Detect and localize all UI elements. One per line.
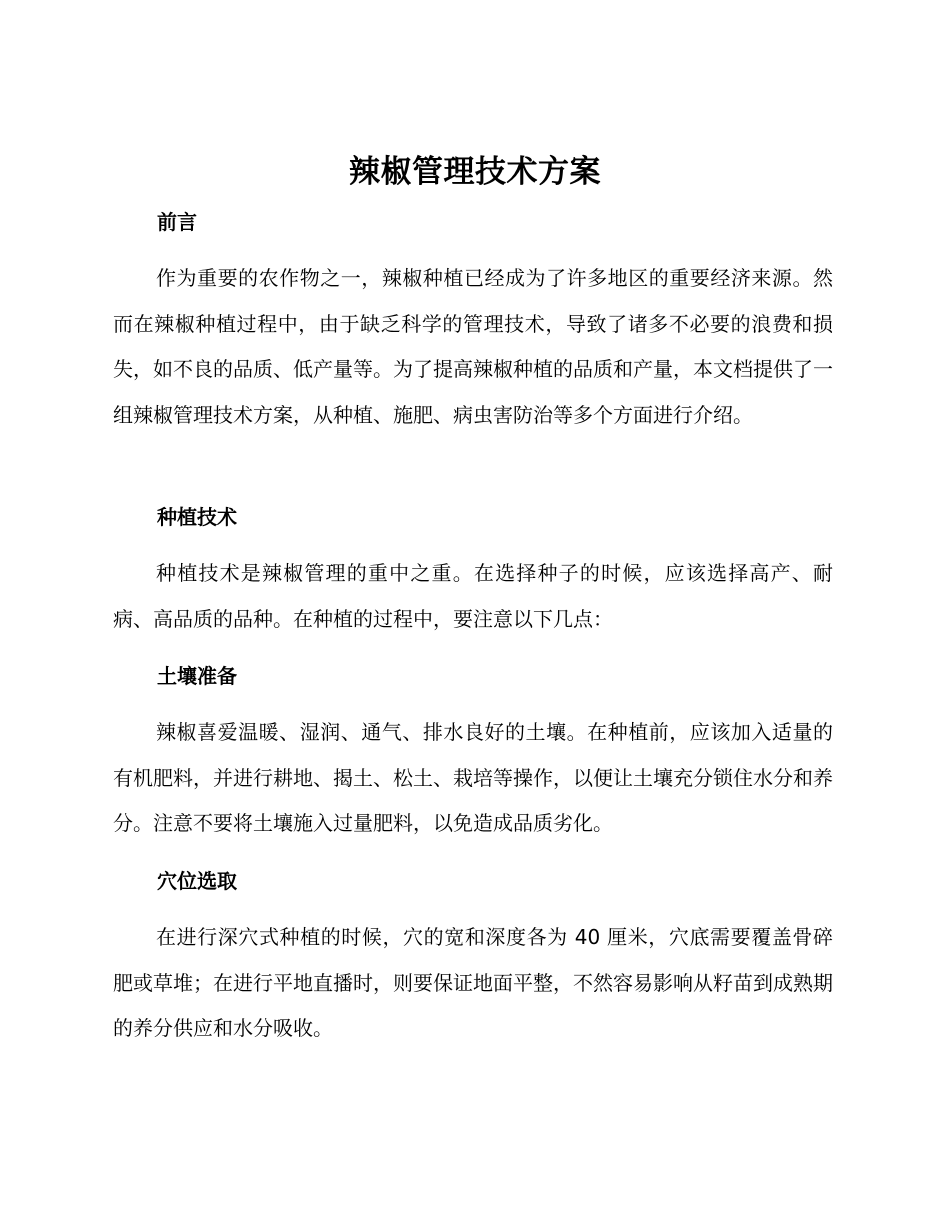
section-heading-hole-selection: 穴位选取 bbox=[157, 869, 237, 893]
section-heading-planting-technique: 种植技术 bbox=[157, 505, 237, 529]
section-paragraph-soil-preparation: 辣椒喜爱温暖、湿润、通气、排水良好的土壤。在种植前，应该加入适量的有机肥料，并进行耕地、揭土、松土、栽培等操作，以便让土壤充分锁住水分和养分。注意不要将土壤施入过量肥料，以免造成品质劣化。 bbox=[113, 720, 833, 835]
document-title: 辣椒管理技术方案 bbox=[349, 154, 601, 190]
section-paragraph-planting-technique: 种植技术是辣椒管理的重中之重。在选择种子的时候，应该选择高产、耐病、高品质的品种。在种植的过程中，要注意以下几点： bbox=[113, 561, 833, 631]
section-paragraph-hole-selection: 在进行深穴式种植的时候，穴的宽和深度各为 40 厘米，穴底需要覆盖骨碎肥或草堆；在进行平地直播时，则要保证地面平整，不然容易影响从籽苗到成熟期的养分供应和水分吸收。 bbox=[113, 925, 833, 1040]
section-heading-soil-preparation: 土壤准备 bbox=[157, 664, 237, 688]
section-paragraph-preface: 作为重要的农作物之一，辣椒种植已经成为了许多地区的重要经济来源。然而在辣椒种植过程中，由于缺乏科学的管理技术，导致了诸多不必要的浪费和损失，如不良的品质、低产量等。为了提高辣椒种植的品质和产量，本文档提供了一组辣椒管理技术方案，从种植、施肥、病虫害防治等多个方面进行介绍。 bbox=[113, 266, 833, 427]
section-heading-preface: 前言 bbox=[157, 210, 197, 234]
